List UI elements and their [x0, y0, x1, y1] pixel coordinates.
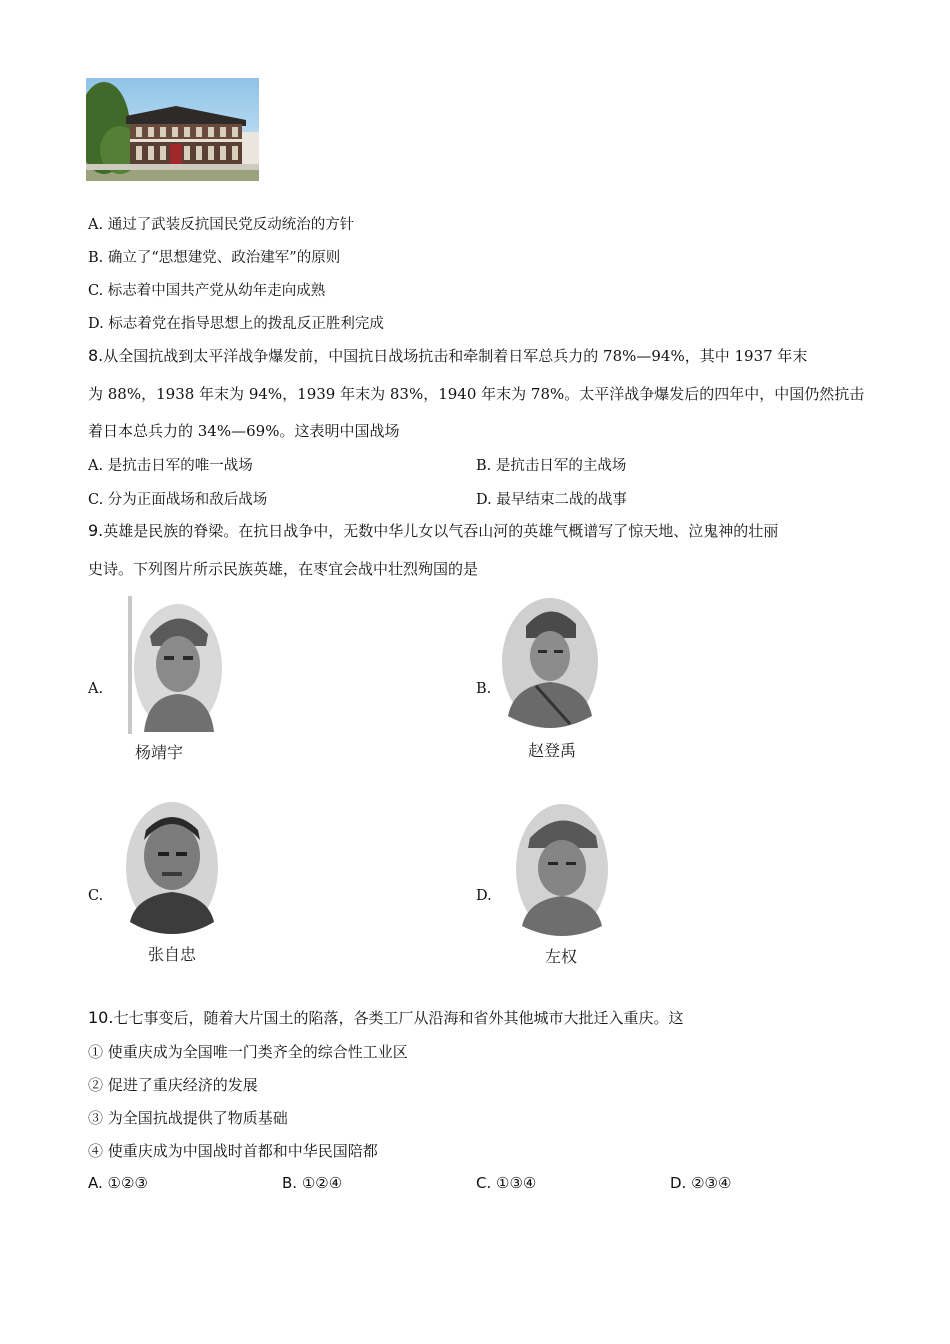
q10-option-b	[282, 1174, 342, 1192]
q9-line-1	[88, 520, 778, 541]
q7-option-a: A. 通过了武装反抗国民党反动统治的方针	[88, 217, 355, 233]
q9-choice-d-name: 左权	[545, 947, 578, 966]
q10-option-d	[670, 1174, 731, 1192]
q8-line-1	[88, 345, 807, 366]
q7-option-d: D. 标志着党在指导思想上的拨乱反正胜利完成	[88, 316, 384, 332]
q8-stem-line-3: 着日本总兵力的 34%—69%。这表明中国战场	[88, 422, 400, 440]
q9-choice-c-name: 张自忠	[148, 945, 197, 964]
q9-number: 9.	[88, 521, 104, 540]
portrait-d	[514, 802, 610, 936]
q10-line-1	[88, 1007, 683, 1028]
q9-choice-d-letter: D.	[476, 888, 492, 904]
q9-stem-line-1: 英雄是民族的脊梁。在抗日战争中，无数中华儿女以气吞山河的英雄气概谱写了惊天地、泣鬼神的壮丽	[103, 522, 779, 540]
q10-number: 10.	[88, 1008, 114, 1027]
q8-option-b: B. 是抗击日军的主战场	[476, 458, 627, 474]
q10-option-a-letter: A.	[88, 1174, 103, 1192]
q10-item-3: ③ 为全国抗战提供了物质基础	[88, 1109, 288, 1127]
q8-option-a: A. 是抗击日军的唯一战场	[88, 458, 253, 474]
q9-choice-b-name: 赵登禹	[528, 741, 577, 760]
q8-option-d: D. 最早结束二战的战事	[476, 492, 627, 508]
q9-stem-line-2: 史诗。下列图片所示民族英雄，在枣宜会战中壮烈殉国的是	[88, 560, 479, 578]
q9-choice-c-letter: C.	[88, 888, 104, 904]
q7-option-b: B. 确立了“思想建党、政治建军”的原则	[88, 250, 341, 266]
q8-option-c: C. 分为正面战场和敌后战场	[88, 492, 268, 508]
q10-option-a-text: ①②③	[107, 1174, 148, 1192]
building-photo	[86, 78, 259, 181]
q10-option-b-letter: B.	[282, 1174, 298, 1192]
q10-option-c-text: ①③④	[496, 1174, 537, 1192]
q8-number: 8.	[88, 346, 104, 365]
q10-option-d-text: ②③④	[691, 1174, 732, 1192]
q10-option-a	[88, 1174, 148, 1192]
q10-option-d-letter: D.	[670, 1174, 687, 1192]
portrait-b	[500, 596, 600, 728]
q10-option-c	[476, 1174, 536, 1192]
q7-option-c: C. 标志着中国共产党从幼年走向成熟	[88, 283, 326, 299]
q9-choice-a-name: 杨靖宇	[135, 743, 184, 762]
q10-option-b-text: ①②④	[301, 1174, 343, 1192]
q9-choice-b-letter: B.	[476, 681, 492, 697]
q10-option-c-letter: C.	[476, 1174, 492, 1192]
q10-item-4: ④ 使重庆成为中国战时首都和中华民国陪都	[88, 1142, 378, 1160]
q8-stem-line-2: 为 88%，1938 年末为 94%，1939 年末为 83%，1940 年末为 78%。太平洋战争爆发后的四年中，中国仍然抗击	[88, 385, 865, 403]
q9-choice-a-letter: A.	[88, 681, 104, 697]
q8-stem-line-1: 从全国抗战到太平洋战争爆发前，中国抗日战场抗击和牵制着日军总兵力的 78%—94%，其中 1937 年末	[103, 347, 808, 365]
q10-stem: 七七事变后，随着大片国土的陷落，各类工厂从沿海和省外其他城市大批迁入重庆。这	[113, 1009, 684, 1027]
q10-item-2: ② 促进了重庆经济的发展	[88, 1076, 258, 1094]
portrait-c	[124, 800, 220, 934]
q10-item-1: ① 使重庆成为全国唯一门类齐全的综合性工业区	[88, 1043, 408, 1061]
portrait-a	[128, 596, 224, 734]
